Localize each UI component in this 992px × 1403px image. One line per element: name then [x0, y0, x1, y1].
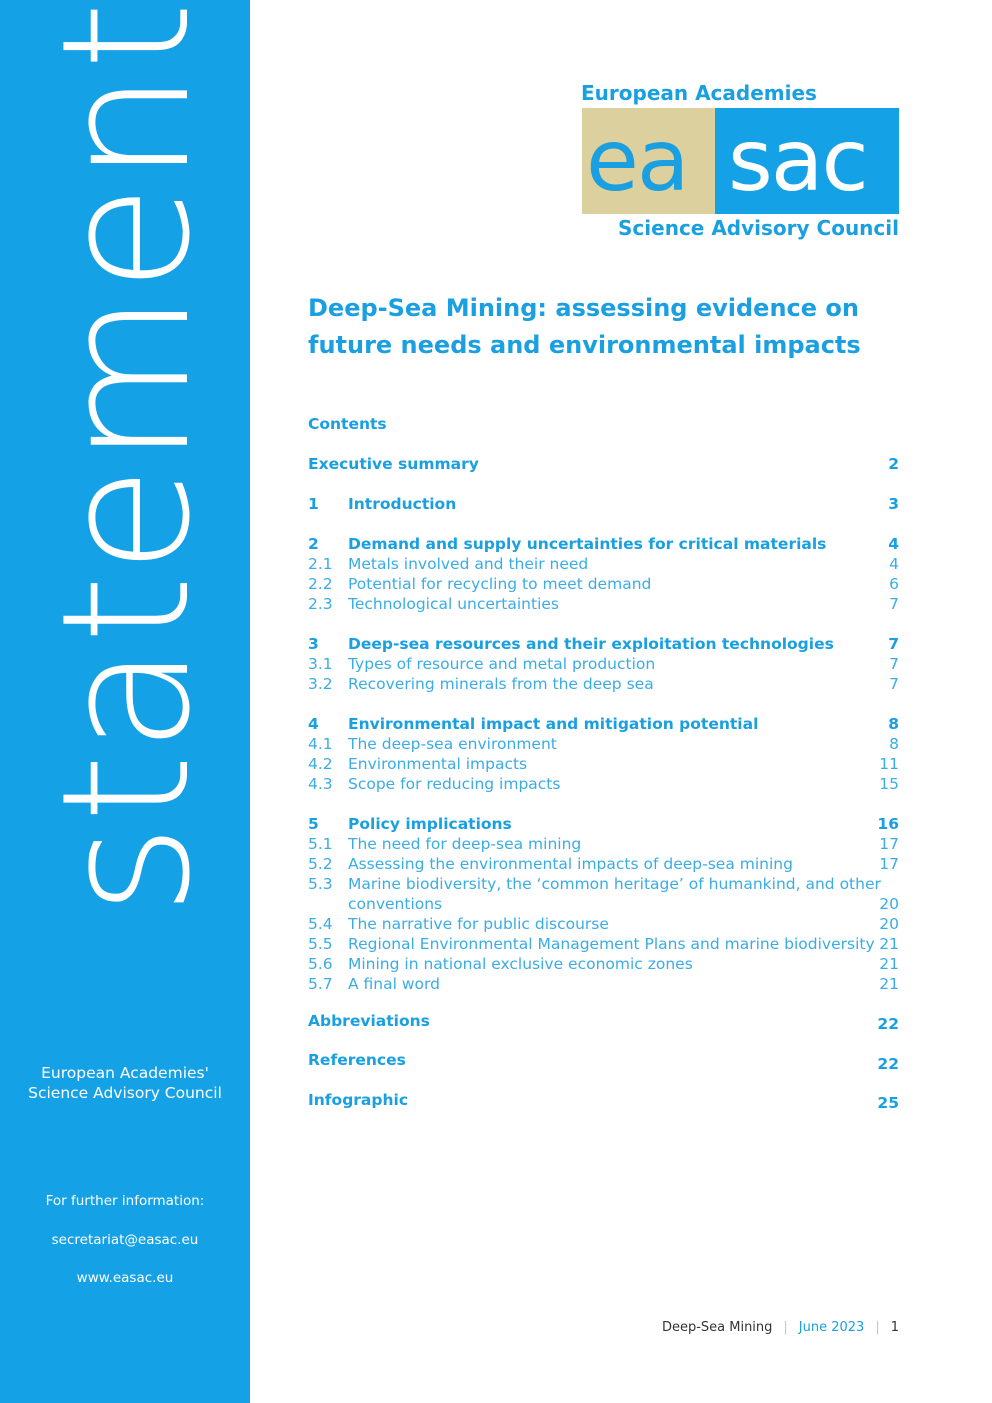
- toc-entry-page: 11: [879, 755, 899, 773]
- toc-entry-3-1[interactable]: [308, 654, 899, 674]
- toc-entry-2[interactable]: [308, 534, 899, 554]
- footer-separator: |: [783, 1320, 788, 1335]
- toc-entry-label: Technological uncertainties: [348, 595, 559, 613]
- toc-entry-1[interactable]: [308, 494, 899, 514]
- toc-entry-label: Deep-sea resources and their exploitation technologies: [348, 635, 834, 653]
- toc-entry-number: 2: [308, 535, 319, 553]
- toc-heading: [308, 414, 899, 434]
- toc-entry-number: 5.2: [308, 855, 333, 873]
- toc-entry-label: Environmental impact and mitigation potential: [348, 715, 759, 733]
- toc-entry-page: 4: [889, 555, 899, 573]
- toc-entry-number: 3.1: [308, 655, 333, 673]
- toc-entry-label: Demand and supply uncertainties for critical materials: [348, 535, 827, 553]
- toc-entry-page: 8: [888, 715, 899, 733]
- toc-entry-5-1[interactable]: [308, 834, 899, 854]
- toc-entry-label: Introduction: [348, 495, 457, 513]
- toc-entry-number: 2.2: [308, 575, 333, 593]
- toc-entry-label: A final word: [348, 975, 440, 993]
- toc-entry-5-7[interactable]: [308, 974, 899, 994]
- toc-entry-label: The narrative for public discourse: [348, 915, 609, 933]
- toc-entry-3-2[interactable]: [308, 674, 899, 694]
- toc-entry-label: Environmental impacts: [348, 755, 528, 773]
- toc-entry-label-line2: conventions: [348, 895, 443, 913]
- toc-heading-text: Contents: [308, 415, 387, 433]
- footer-page-number: 1: [890, 1320, 899, 1335]
- toc-entry-5-3[interactable]: [308, 874, 899, 894]
- toc-entry-label: Potential for recycling to meet demand: [348, 575, 652, 593]
- further-info-label: For further information:: [45, 1193, 205, 1209]
- toc-entry-3[interactable]: [308, 634, 899, 654]
- toc-entry-number: 4.1: [308, 735, 333, 753]
- toc-entry-label: Recovering minerals from the deep sea: [348, 675, 654, 693]
- toc-entry-page: 20: [879, 895, 899, 913]
- toc-entry-2-1[interactable]: [308, 554, 899, 574]
- toc-entry-5-4[interactable]: [308, 914, 899, 934]
- toc-entry-5-3-continued[interactable]: [308, 894, 899, 914]
- toc-entry-label: References: [308, 1051, 406, 1069]
- toc-entry-page: 21: [879, 935, 899, 953]
- toc-entry-4-2[interactable]: [308, 754, 899, 774]
- statement-vertical-title: statement: [24, 0, 229, 916]
- toc-entry-page: 2: [888, 455, 899, 473]
- toc-entry-page: 21: [879, 975, 899, 993]
- toc-entry-2-3[interactable]: [308, 594, 899, 614]
- toc-entry-number: 5.5: [308, 935, 333, 953]
- toc-entry-label: The deep-sea environment: [348, 735, 557, 753]
- toc-entry-number: 5.3: [308, 875, 333, 893]
- toc-entry-5-5[interactable]: [308, 934, 899, 954]
- toc-entry-page: 21: [879, 955, 899, 973]
- toc-entry-label: The need for deep-sea mining: [348, 835, 582, 853]
- logo-top-text: European Academies: [581, 81, 817, 105]
- toc-entry-4[interactable]: [308, 714, 899, 734]
- toc-entry-page: 3: [888, 495, 899, 513]
- toc-entry-label-line1: Marine biodiversity, the ‘common heritage’ of humankind, and other: [348, 875, 881, 893]
- toc-entry-number: 5.7: [308, 975, 333, 993]
- sidebar-organisation: [0, 1063, 250, 1103]
- toc-entry-number: 2.1: [308, 555, 333, 573]
- toc-entry-2-2[interactable]: [308, 574, 899, 594]
- toc-entry-infographic[interactable]: [308, 1090, 899, 1110]
- toc-entry-5-6[interactable]: [308, 954, 899, 974]
- toc-entry-label: Mining in national exclusive economic zones: [348, 955, 693, 973]
- toc-entry-5-2[interactable]: [308, 854, 899, 874]
- toc-entry-label: Metals involved and their need: [348, 555, 589, 573]
- toc-entry-label: Abbreviations: [308, 1012, 430, 1030]
- toc-entry-executive-summary[interactable]: [308, 454, 899, 474]
- sidebar-org-line1: European Academies': [41, 1064, 209, 1082]
- footer-document-name: Deep-Sea Mining: [661, 1320, 773, 1335]
- toc-entry-page: 4: [888, 535, 899, 553]
- toc-entry-4-1[interactable]: [308, 734, 899, 754]
- toc-entry-label: Executive summary: [308, 455, 479, 473]
- toc-entry-page: 16: [877, 815, 899, 833]
- toc-entry-5[interactable]: [308, 814, 899, 834]
- logo-ea-text: ea: [586, 111, 688, 211]
- toc-entry-page: 15: [879, 775, 899, 793]
- toc-entry-page: 7: [889, 675, 899, 693]
- toc-entry-label: Types of resource and metal production: [348, 655, 656, 673]
- toc-entry-abbreviations[interactable]: [308, 1011, 899, 1031]
- logo-bottom-text: Science Advisory Council: [618, 216, 899, 240]
- toc-entry-number: 5.6: [308, 955, 333, 973]
- document-title: Deep-Sea Mining: assessing evidence on future needs and environmental impacts: [308, 294, 861, 359]
- sidebar: [0, 0, 250, 1403]
- toc-entry-number: 1: [308, 495, 319, 513]
- toc-entry-label: Regional Environmental Management Plans and marine biodiversity: [348, 935, 875, 953]
- toc-entry-label: Policy implications: [348, 815, 512, 833]
- footer-separator: |: [875, 1320, 880, 1335]
- toc-entry-page: 7: [889, 595, 899, 613]
- toc-entry-page: 7: [888, 635, 899, 653]
- logo-sac-text: sac: [728, 111, 867, 211]
- toc-entry-number: 5.1: [308, 835, 333, 853]
- toc-entry-label: Assessing the environmental impacts of deep-sea mining: [348, 855, 793, 873]
- website-link[interactable]: www.easac.eu: [76, 1270, 174, 1286]
- toc-entry-number: 4.3: [308, 775, 333, 793]
- toc-entry-number: 5: [308, 815, 319, 833]
- toc-entry-page: 17: [879, 855, 899, 873]
- toc-entry-page: 22: [877, 1015, 899, 1033]
- toc-entry-page: 17: [879, 835, 899, 853]
- email-link[interactable]: secretariat@easac.eu: [51, 1232, 199, 1248]
- footer-date: June 2023: [798, 1320, 865, 1335]
- toc-entry-number: 3.2: [308, 675, 333, 693]
- toc-entry-page: 25: [877, 1094, 899, 1112]
- toc-entry-page: 22: [877, 1055, 899, 1073]
- toc-entry-number: 4.2: [308, 755, 333, 773]
- page-footer: [662, 1320, 899, 1335]
- toc-entry-4-3[interactable]: [308, 774, 899, 794]
- sidebar-org-line2: Science Advisory Council: [28, 1084, 222, 1102]
- toc-entry-label: Infographic: [308, 1091, 409, 1109]
- toc-entry-label: Scope for reducing impacts: [348, 775, 561, 793]
- toc-entry-number: 5.4: [308, 915, 333, 933]
- toc-entry-page: 6: [889, 575, 899, 593]
- toc-entry-page: 7: [889, 655, 899, 673]
- toc-entry-number: 2.3: [308, 595, 333, 613]
- toc-entry-references[interactable]: [308, 1050, 899, 1073]
- toc-entry-page: 8: [889, 735, 899, 753]
- toc-entry-number: 4: [308, 715, 319, 733]
- toc-entry-page: 20: [879, 915, 899, 933]
- toc-entry-number: 3: [308, 635, 319, 653]
